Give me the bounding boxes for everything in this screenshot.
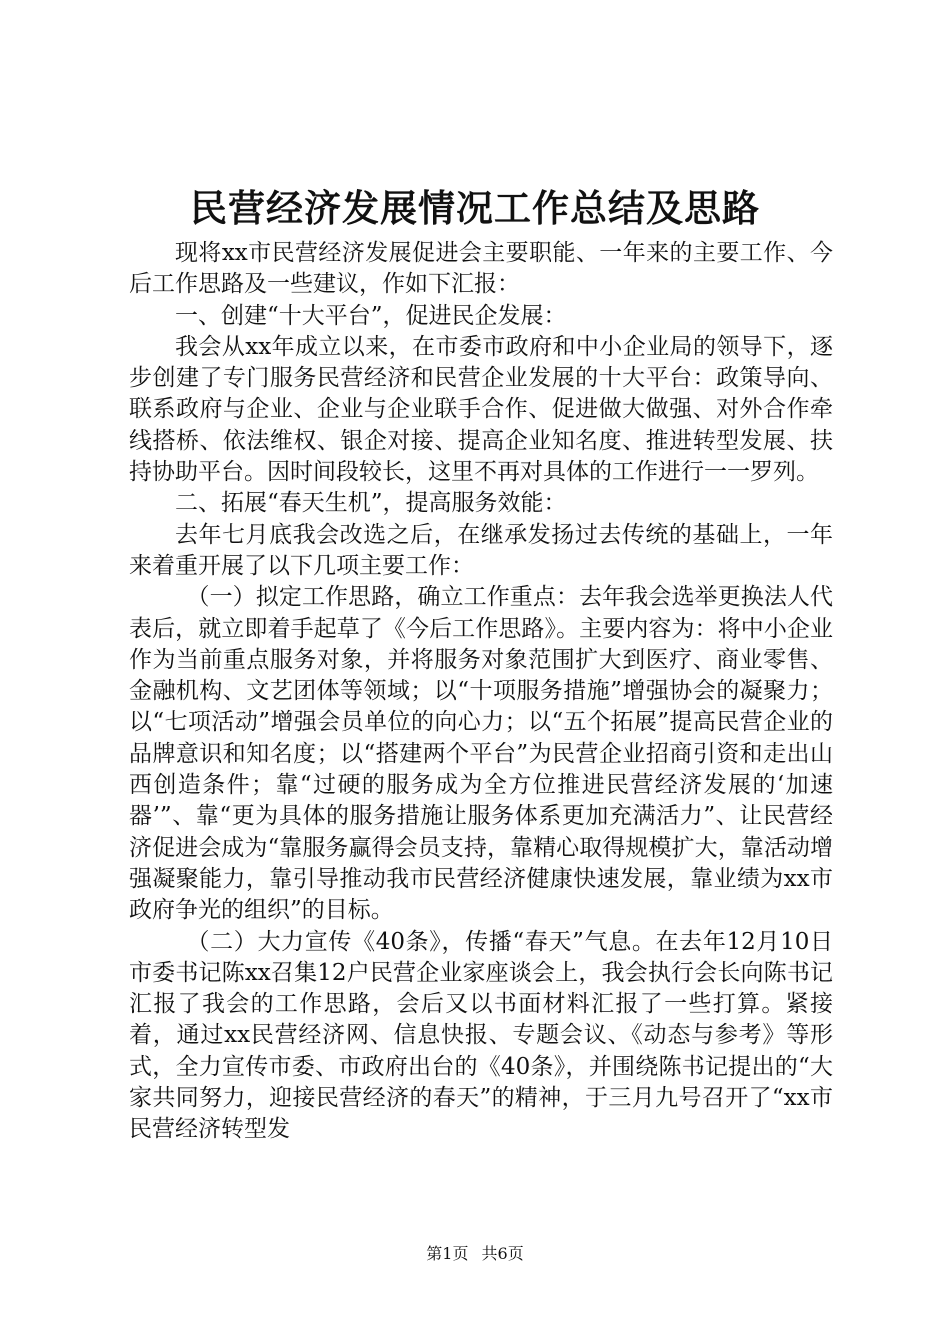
document-title: 民营经济发展情况工作总结及思路	[190, 186, 760, 230]
section-2-intro-paragraph: 去年七月底我会改选之后，在继承发扬过去传统的基础上，一年来着重开展了以下几项主要工作：	[129, 521, 833, 579]
section-1-paragraph: 我会从xx年成立以来，在市委市政府和中小企业局的领导下，逐步创建了专门服务民营经济和民营企业发展的十大平台：政策导向、联系政府与企业、企业与企业联手合作、促进做大做强、对外合作牵线搭桥、依法维权、银企对接、提高企业知名度、推进转型发展、扶持协助平台。因时间段较长，这里不再对具体的工作进行一一罗列。	[129, 333, 833, 486]
section-heading-1: 一、创建“十大平台”，促进民企发展：	[175, 302, 567, 329]
subsection-1-paragraph: （一）拟定工作思路，确立工作重点：去年我会选举更换法人代表后，就立即着手起草了《今后工作思路》。主要内容为：将中小企业作为当前重点服务对象，并将服务对象范围扩大到医疗、商业零售、金融机构、文艺团体等领域；以“十项服务措施”增强协会的凝聚力；以“七项活动”增强会员单位的向心力；以“五个拓展”提高民营企业的品牌意识和知名度；以“搭建两个平台”为民营企业招商引资和走出山西创造条件；靠“过硬的服务成为全方位推进民营经济发展的‘加速器’”、靠“更为具体的服务措施让服务体系更加充满活力”、让民营经济促进会成为“靠服务赢得会员支持，靠精心取得规模扩大，靠活动增强凝聚能力，靠引导推动我市民营经济健康快速发展，靠业绩为xx市政府争光的组织”的目标。	[129, 584, 833, 924]
page-footer	[0, 1243, 950, 1265]
document-body	[129, 238, 833, 1146]
page-total: 共6页	[481, 1244, 524, 1263]
subsection-2-paragraph: （二）大力宣传《40条》，传播“春天”气息。在去年12月10日市委书记陈xx召集12户民营企业家座谈会上，我会执行会长向陈书记汇报了我会的工作思路，会后又以书面材料汇报了一些打算。紧接着，通过xx民营经济网、信息快报、专题会议、《动态与参考》等形式，全力宣传市委、市政府出台的《40条》，并围绕陈书记提出的“大家共同努力，迎接民营经济的春天”的精神，于三月九号召开了“xx市民营经济转型发	[129, 928, 833, 1143]
page-number: 第1页	[426, 1244, 469, 1263]
intro-paragraph: 现将xx市民营经济发展促进会主要职能、一年来的主要工作、今后工作思路及一些建议，作如下汇报：	[129, 240, 833, 298]
section-heading-2: 二、拓展“春天生机”，提高服务效能：	[175, 490, 567, 517]
